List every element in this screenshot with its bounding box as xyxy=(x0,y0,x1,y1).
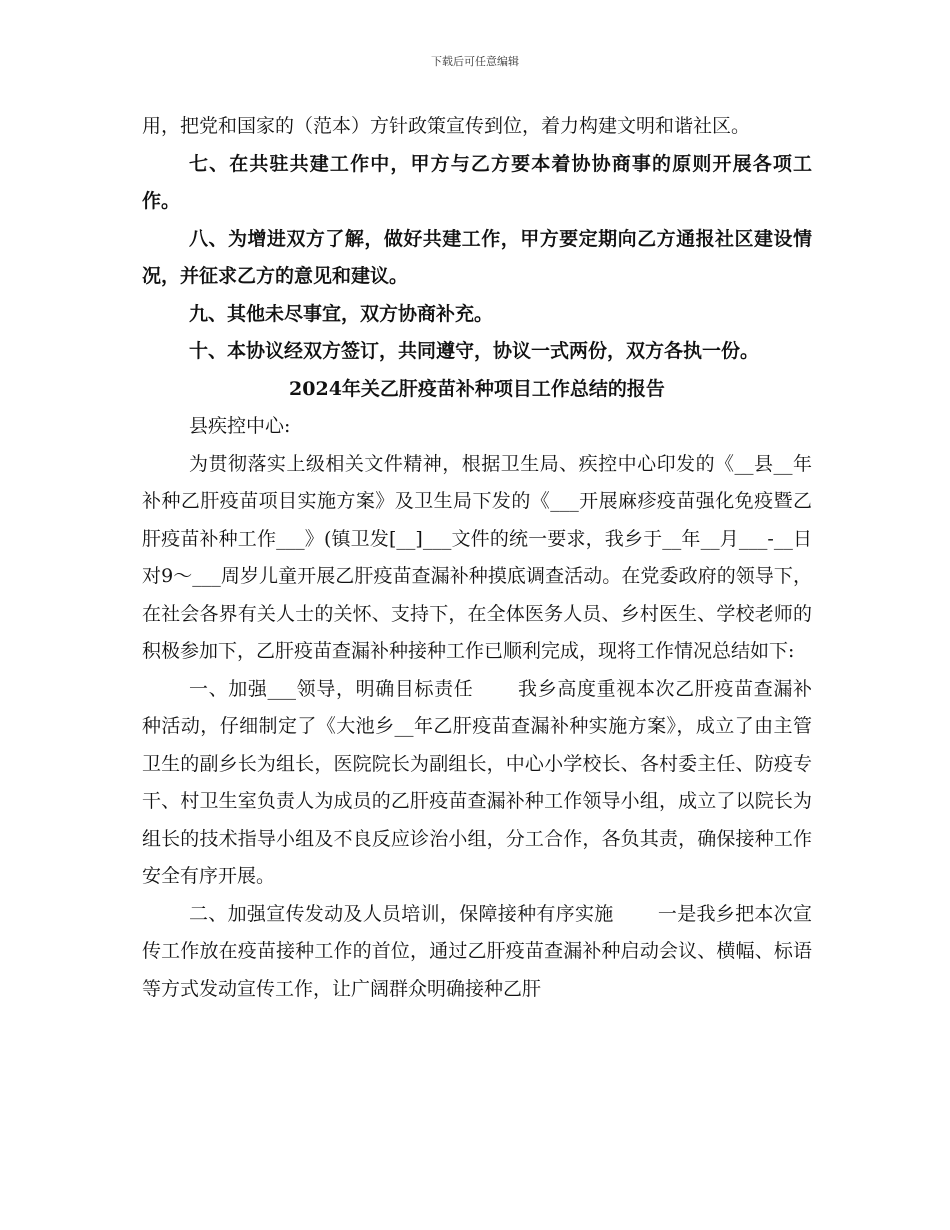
page-header: 下载后可任意编辑 xyxy=(431,55,519,68)
section-2-heading: 二、加强宣传发动及人员培训，保障接种有序实施 xyxy=(189,902,614,925)
section-1-heading: 一、加强___领导，明确目标责任 xyxy=(189,677,474,700)
section-2 xyxy=(142,896,812,1009)
item-seven: 七、在共驻共建工作中，甲方与乙方要本着协协商事的原则开展各项工作。 xyxy=(142,152,812,212)
section-1 xyxy=(142,671,812,896)
report-salutation: 县疾控中心: xyxy=(189,415,291,437)
item-nine: 九、其他未尽事宜，双方协商补充。 xyxy=(189,302,494,325)
report-paragraph-1: 为贯彻落实上级相关文件精神，根据卫生局、疾控中心印发的《__县__年补种乙肝疫苗项目实施方案》及卫生局下发的《___开展麻疹疫苗强化免疫暨乙肝疫苗补种工作___》(镇卫发[__]___文件的统一要求，我乡于__年__月___-__日对9～___周岁儿童开展乙肝疫苗查漏补种摸底调查活动。在党委政府的领导下，在社会各界有关人士的关怀、支持下，在全体医务人员、乡村医生、学校老师的积极参加下，乙肝疫苗查漏补种接种工作已顺利完成，现将工作情况总结如下: xyxy=(142,452,812,662)
item-eight: 八、为增进双方了解，做好共建工作，甲方要定期向乙方通报社区建设情况，并征求乙方的意见和建议。 xyxy=(142,227,812,287)
report-title: 2024年关乙肝疫苗补种项目工作总结的报告 xyxy=(289,377,665,400)
section-2-body: 一是我乡把本次宣传工作放在疫苗接种工作的首位，通过乙肝疫苗查漏补种启动会议、横幅、标语等方式发动宣传工作，让广阔群众明确接种乙肝 xyxy=(142,902,812,1000)
item-ten: 十、本协议经双方签订，共同遵守，协议一式两份，双方各执一份。 xyxy=(189,340,760,362)
intro-paragraph: 用，把党和国家的（范本）方针政策宣传到位，着力构建文明和谐社区。 xyxy=(142,115,751,137)
document-body xyxy=(142,108,812,1008)
section-1-body: 我乡高度重视本次乙肝疫苗查漏补种活动，仔细制定了《大池乡__年乙肝疫苗查漏补种实施方案》，成立了由主管卫生的副乡长为组长，医院院长为副组长，中心小学校长、各村委主任、防疫专干、村卫生室负责人为成员的乙肝疫苗查漏补种工作领导小组，成立了以院长为组长的技术指导小组及不良反应诊治小组，分工合作，各负其责，确保接种工作安全有序开展。 xyxy=(142,677,812,887)
